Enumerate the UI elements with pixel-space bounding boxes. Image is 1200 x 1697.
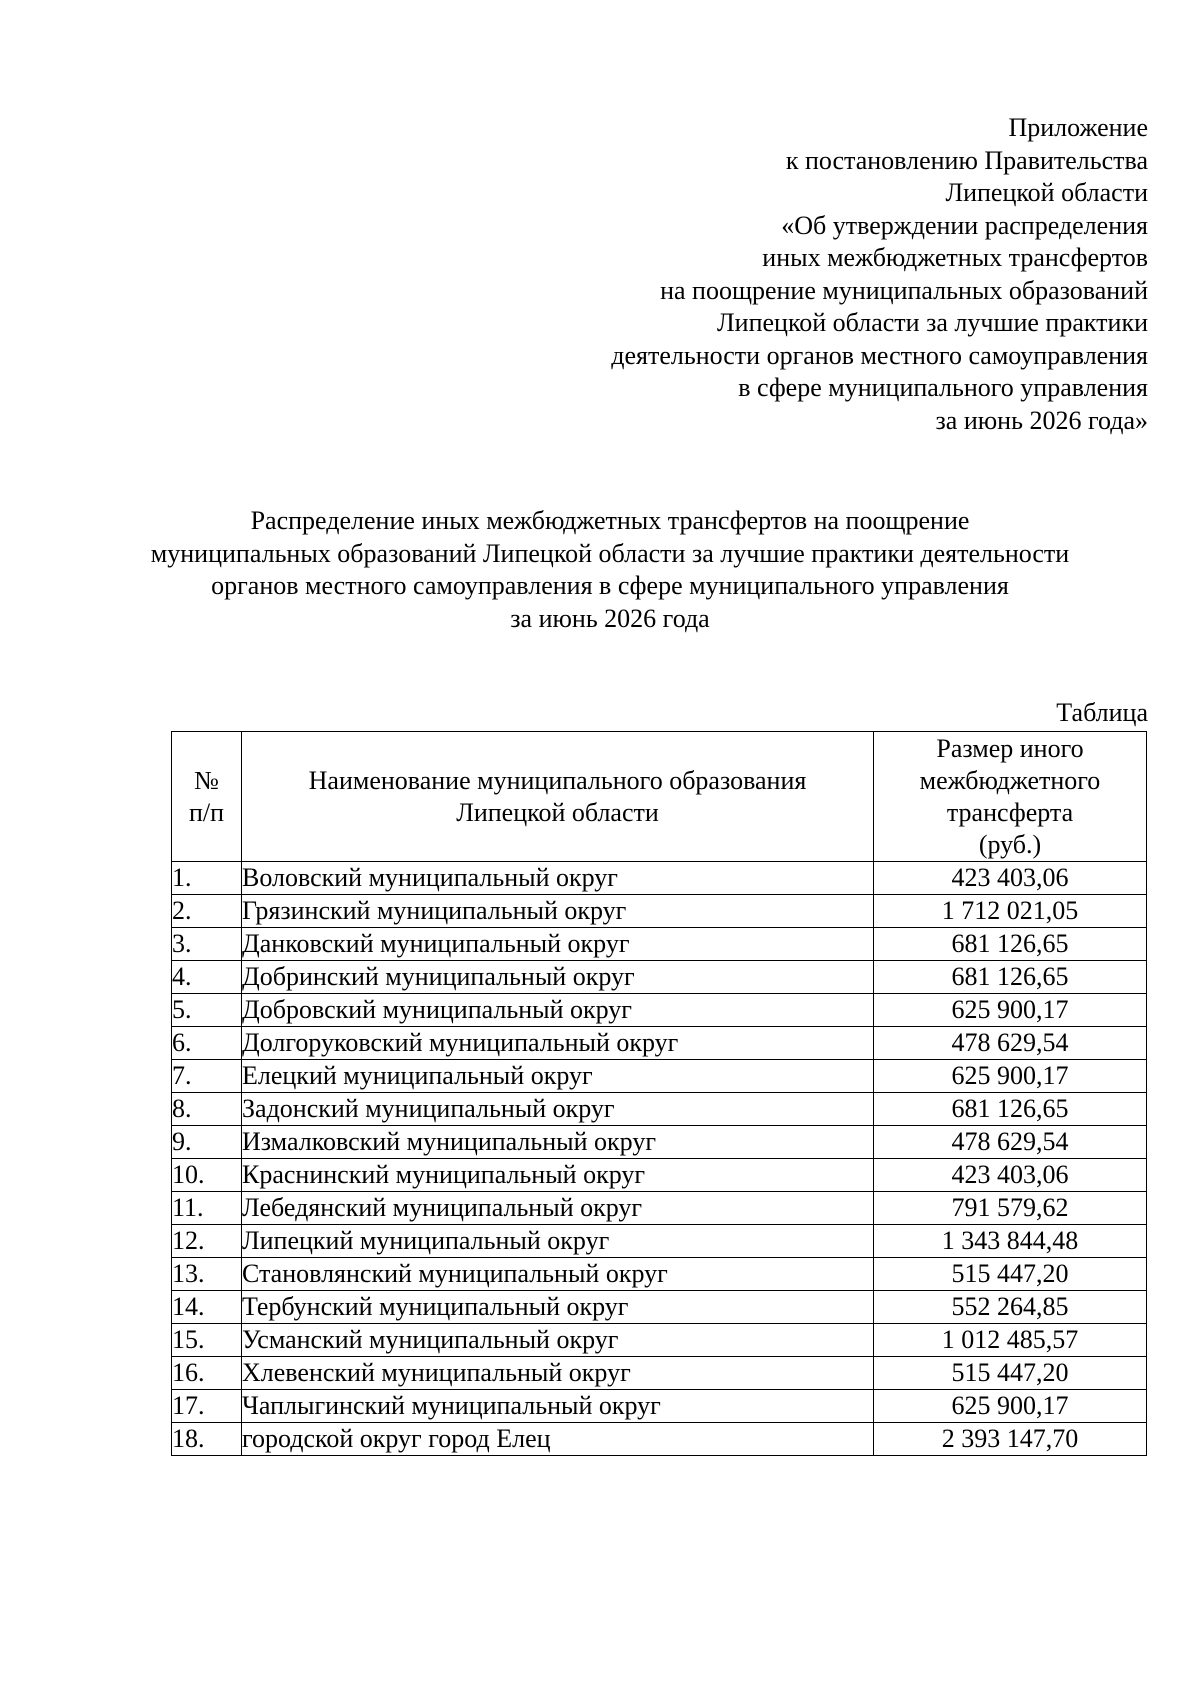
appendix-line: «Об утверждении распределения [781,210,1148,240]
appendix-line: Липецкой области за лучшие практики [717,308,1148,337]
row-municipality: Грязинский муниципальный округ [242,895,874,928]
row-number: 12. [172,1225,242,1258]
row-number: 4. [172,961,242,994]
row-amount: 681 126,65 [874,928,1147,961]
appendix-line: Липецкой области [945,178,1148,207]
table-row [172,1159,1147,1192]
table-row [172,994,1147,1027]
table-row [172,1192,1147,1225]
table-row [172,895,1147,928]
title-line: Распределение иных межбюджетных трансфертов на поощрение [250,506,970,535]
document-title [60,505,1160,635]
row-municipality: Долгоруковский муниципальный округ [242,1027,874,1060]
row-amount: 552 264,85 [874,1291,1147,1324]
row-municipality: Чаплыгинский муниципальный округ [242,1390,874,1423]
appendix-line: деятельности органов местного самоуправления [611,340,1148,370]
appendix-block [448,112,1148,437]
row-number: 3. [172,928,242,961]
table-row [172,862,1147,895]
row-amount: 625 900,17 [874,1060,1147,1093]
row-municipality: Становлянский муниципальный округ [242,1258,874,1291]
row-amount: 625 900,17 [874,994,1147,1027]
row-number: 17. [172,1390,242,1423]
row-number: 6. [172,1027,242,1060]
header-amount-line: межбюджетного [919,765,1101,795]
row-amount: 1 712 021,05 [874,895,1147,928]
appendix-line: к постановлению Правительства [785,145,1148,175]
row-municipality: Данковский муниципальный округ [242,928,874,961]
table-row [172,1060,1147,1093]
row-municipality: Воловский муниципальный округ [242,862,874,895]
table-row [172,1093,1147,1126]
row-amount: 681 126,65 [874,1093,1147,1126]
table-row [172,1423,1147,1456]
row-number: 7. [172,1060,242,1093]
row-number: 13. [172,1258,242,1291]
table-header-row [172,732,1147,862]
row-amount: 1 012 485,57 [874,1324,1147,1357]
header-number-line: № [194,765,219,795]
table-row [172,1126,1147,1159]
row-amount: 478 629,54 [874,1027,1147,1060]
row-municipality: городской округ город Елец [242,1423,874,1456]
row-municipality: Задонский муниципальный округ [242,1093,874,1126]
row-amount: 423 403,06 [874,862,1147,895]
row-municipality: Елецкий муниципальный округ [242,1060,874,1093]
title-line: за июнь 2026 года [510,603,710,633]
appendix-line: за июнь 2026 года» [935,405,1148,435]
row-amount: 625 900,17 [874,1390,1147,1423]
row-municipality: Липецкий муниципальный округ [242,1225,874,1258]
row-municipality: Добровский муниципальный округ [242,994,874,1027]
table-row [172,1390,1147,1423]
table-row [172,1258,1147,1291]
row-number: 9. [172,1126,242,1159]
header-amount-line: трансферта [946,797,1074,827]
appendix-line: Приложение [1008,113,1148,142]
header-number-line: п/п [188,797,225,827]
appendix-line: в сфере муниципального управления [738,373,1148,402]
row-number: 2. [172,895,242,928]
row-number: 5. [172,994,242,1027]
row-amount: 791 579,62 [874,1192,1147,1225]
row-number: 1. [172,862,242,895]
row-municipality: Лебедянский муниципальный округ [242,1192,874,1225]
header-amount [874,732,1147,862]
row-municipality: Измалковский муниципальный округ [242,1126,874,1159]
row-amount: 1 343 844,48 [874,1225,1147,1258]
header-amount-line: (руб.) [978,829,1042,859]
header-name-line: Липецкой области [456,797,659,827]
table-row [172,1027,1147,1060]
row-municipality: Добринский муниципальный округ [242,961,874,994]
row-municipality: Краснинский муниципальный округ [242,1159,874,1192]
row-municipality: Хлевенский муниципальный округ [242,1357,874,1390]
table-row [172,928,1147,961]
header-name-line: Наименование муниципального образования [308,765,807,795]
row-municipality: Тербунский муниципальный округ [242,1291,874,1324]
row-amount: 681 126,65 [874,961,1147,994]
title-line: муниципальных образований Липецкой области за лучшие практики деятельности [150,538,1070,568]
row-municipality: Усманский муниципальный округ [242,1324,874,1357]
row-amount: 515 447,20 [874,1357,1147,1390]
row-number: 11. [172,1192,242,1225]
header-name [242,732,874,862]
appendix-line: на поощрение муниципальных образований [660,275,1148,305]
row-number: 18. [172,1423,242,1456]
header-number [172,732,242,862]
table-row [172,1291,1147,1324]
header-amount-line: Размер иного [936,733,1084,763]
row-number: 10. [172,1159,242,1192]
appendix-line: иных межбюджетных трансфертов [762,243,1148,272]
row-amount: 478 629,54 [874,1126,1147,1159]
row-number: 16. [172,1357,242,1390]
distribution-table [171,731,1147,1456]
table-row [172,1357,1147,1390]
table-row [172,1324,1147,1357]
row-amount: 515 447,20 [874,1258,1147,1291]
table-row [172,1225,1147,1258]
title-line: органов местного самоуправления в сфере муниципального управления [211,571,1009,600]
row-number: 8. [172,1093,242,1126]
row-number: 14. [172,1291,242,1324]
row-amount: 2 393 147,70 [874,1423,1147,1456]
table-row [172,961,1147,994]
row-amount: 423 403,06 [874,1159,1147,1192]
table-caption: Таблица [1056,698,1148,727]
row-number: 15. [172,1324,242,1357]
